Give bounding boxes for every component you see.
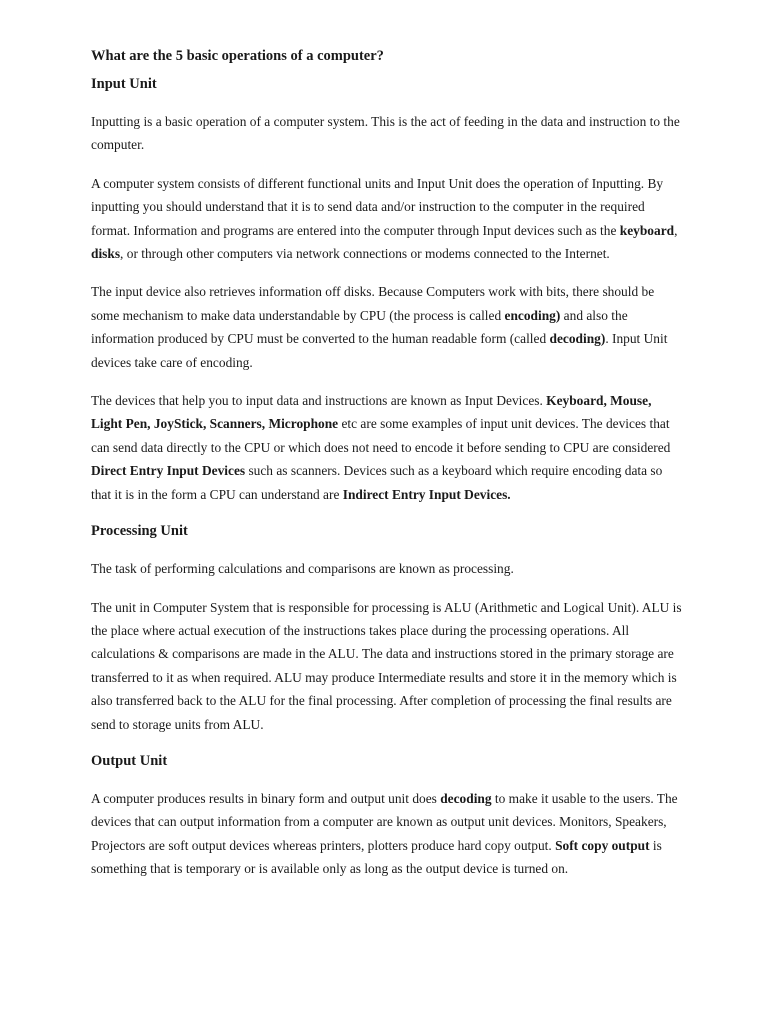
paragraph <box>91 596 684 736</box>
text-run: , or through other computers via network connections or modems connected to the Internet. <box>120 246 610 262</box>
text-run: A computer produces results in binary form and output unit does <box>91 790 441 806</box>
section-heading: Output Unit <box>91 752 168 769</box>
text-run: . Input Unit devices take care of encoding. <box>91 331 668 370</box>
text-run: The devices that help you to input data and instructions are known as Input Devices. <box>91 393 547 409</box>
bold-text: decoding) <box>549 331 606 347</box>
text-run: etc are some examples of input unit devices. The devices that can send data directly to the CPU or which does not need to encode it before sending to CPU are considered <box>91 416 671 455</box>
section-heading: Input Unit <box>91 76 157 92</box>
bold-text: disks <box>91 246 121 262</box>
paragraph <box>91 280 684 374</box>
bold-text: decoding <box>440 790 492 806</box>
document-title: What are the 5 basic operations of a computer? <box>91 48 384 64</box>
bold-text: Soft copy output <box>555 837 650 853</box>
paragraph <box>91 787 684 881</box>
text-run: The input device also retrieves information off disks. Because Computers work with bits, there should be some mechanism to make data understandable by CPU (the process is called <box>91 284 655 323</box>
text-run: Inputting is a basic operation of a computer system. This is the act of feeding in the data and instruction to the computer. <box>91 114 680 153</box>
bold-text: Direct Entry Input Devices <box>91 463 246 479</box>
text-run: is something that is temporary or is available only as long as the output device is turned on. <box>91 837 662 877</box>
paragraph <box>91 172 684 266</box>
paragraph <box>91 389 684 506</box>
section-heading: Processing Unit <box>91 523 188 540</box>
document-body <box>91 74 684 881</box>
bold-text: keyboard <box>619 222 675 238</box>
bold-text: Keyboard, Mouse, Light Pen, JoyStick, Scanners, Microphone <box>91 393 652 432</box>
text-run: and also the information produced by CPU must be converted to the human readable form (called <box>91 307 628 347</box>
paragraph <box>91 110 684 157</box>
bold-text: encoding) <box>504 307 561 323</box>
text-run: The unit in Computer System that is responsible for processing is ALU (Arithmetic and Logical Unit). ALU is the place where actual execution of the instructions takes place during the processing operations. All calculations & comparisons are made in the ALU. The data and instructions stored in the primary storage are transferred to it as when required. ALU may produce Intermediate results and store it in the memory which is also transferred back to the ALU for the final processing. After completion of processing the final results are send to storage units from ALU. <box>91 599 682 732</box>
text-run: A computer system consists of different functional units and Input Unit does the operation of Inputting. By inputting you should understand that it is to send data and/or instruction to the computer in the required format. Information and programs are entered into the computer through Input devices such as the <box>91 175 664 238</box>
text-run: to make it usable to the users. The devices that can output information from a computer are known as output unit devices. Monitors, Speakers, Projectors are soft output devices whereas printers, plotters produce hard copy output. <box>91 790 678 853</box>
text-run: , <box>674 222 678 238</box>
bold-text: Indirect Entry Input Devices. <box>342 486 511 502</box>
paragraph <box>91 557 684 580</box>
text-run: such as scanners. Devices such as a keyboard which require encoding data so that it is in the form a CPU can understand are <box>91 463 663 502</box>
text-run: The task of performing calculations and comparisons are known as processing. <box>91 561 514 577</box>
